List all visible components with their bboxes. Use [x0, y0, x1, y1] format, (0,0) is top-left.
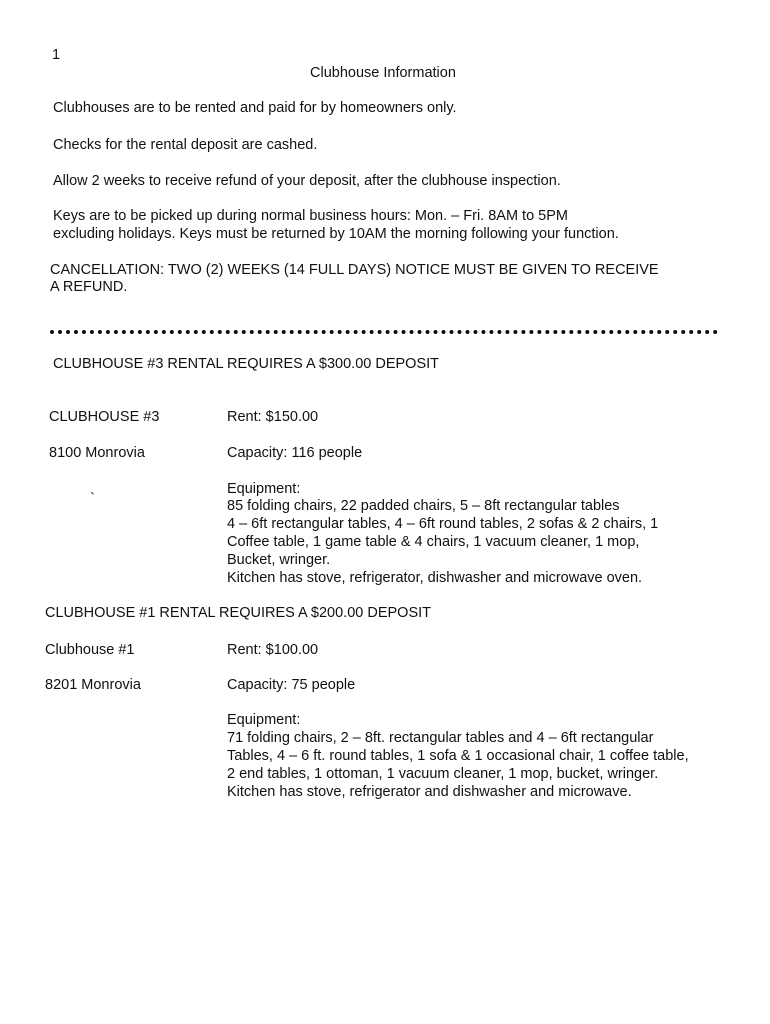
- clubhouse3-address: 8100 Monrovia: [49, 445, 145, 461]
- clubhouse1-equipment-line: 71 folding chairs, 2 – 8ft. rectangular tables and 4 – 6ft rectangular: [227, 730, 654, 746]
- clubhouse3-equipment-line: Kitchen has stove, refrigerator, dishwasher and microwave oven.: [227, 570, 643, 586]
- clubhouse3-rent: Rent: $150.00: [227, 409, 319, 425]
- clubhouse1-rent: Rent: $100.00: [227, 642, 319, 658]
- rule-homeowners-only: Clubhouses are to be rented and paid for by homeowners only.: [53, 100, 457, 116]
- clubhouse3-equipment-line: Coffee table, 1 game table & 4 chairs, 1 vacuum cleaner, 1 mop,: [227, 534, 640, 550]
- cancellation-line-1: CANCELLATION: TWO (2) WEEKS (14 FULL DAYS) NOTICE MUST BE GIVEN TO RECEIVE: [50, 262, 659, 278]
- clubhouse3-deposit-header: CLUBHOUSE #3 RENTAL REQUIRES A $300.00 DEPOSIT: [53, 356, 440, 372]
- rule-keys-line-1: Keys are to be picked up during normal business hours: Mon. – Fri. 8AM to 5PM: [53, 208, 568, 224]
- cancellation-line-2: A REFUND.: [50, 279, 128, 295]
- page-title: Clubhouse Information: [310, 65, 456, 81]
- rule-checks-cashed: Checks for the rental deposit are cashed.: [53, 137, 318, 153]
- clubhouse1-equipment-line: Tables, 4 – 6 ft. round tables, 1 sofa & 1 occasional chair, 1 coffee table,: [227, 748, 689, 764]
- clubhouse1-address: 8201 Monrovia: [45, 677, 141, 693]
- clubhouse1-name: Clubhouse #1: [45, 642, 135, 658]
- dotted-divider: [50, 330, 718, 334]
- clubhouse3-capacity: Capacity: 116 people: [227, 445, 363, 461]
- rule-refund-timing: Allow 2 weeks to receive refund of your deposit, after the clubhouse inspection.: [53, 173, 561, 189]
- clubhouse1-deposit-header: CLUBHOUSE #1 RENTAL REQUIRES A $200.00 DEPOSIT: [45, 605, 432, 621]
- clubhouse1-equipment-line: 2 end tables, 1 ottoman, 1 vacuum cleaner, 1 mop, bucket, wringer.: [227, 766, 659, 782]
- clubhouse1-equipment-label: Equipment:: [227, 712, 301, 728]
- rule-keys-line-2: excluding holidays. Keys must be returned by 10AM the morning following your function.: [53, 226, 619, 242]
- clubhouse3-equipment-line: 4 – 6ft rectangular tables, 4 – 6ft round tables, 2 sofas & 2 chairs, 1: [227, 516, 659, 532]
- clubhouse3-equipment-line: 85 folding chairs, 22 padded chairs, 5 – 8ft rectangular tables: [227, 498, 620, 514]
- clubhouse3-equipment-line: Bucket, wringer.: [227, 552, 331, 568]
- clubhouse3-equipment-label: Equipment:: [227, 481, 301, 497]
- page-number: 1: [52, 47, 61, 63]
- clubhouse3-name: CLUBHOUSE #3: [49, 409, 160, 425]
- clubhouse1-equipment-line: Kitchen has stove, refrigerator and dishwasher and microwave.: [227, 784, 632, 800]
- stray-backtick-mark: `: [90, 491, 95, 507]
- clubhouse1-capacity: Capacity: 75 people: [227, 677, 356, 693]
